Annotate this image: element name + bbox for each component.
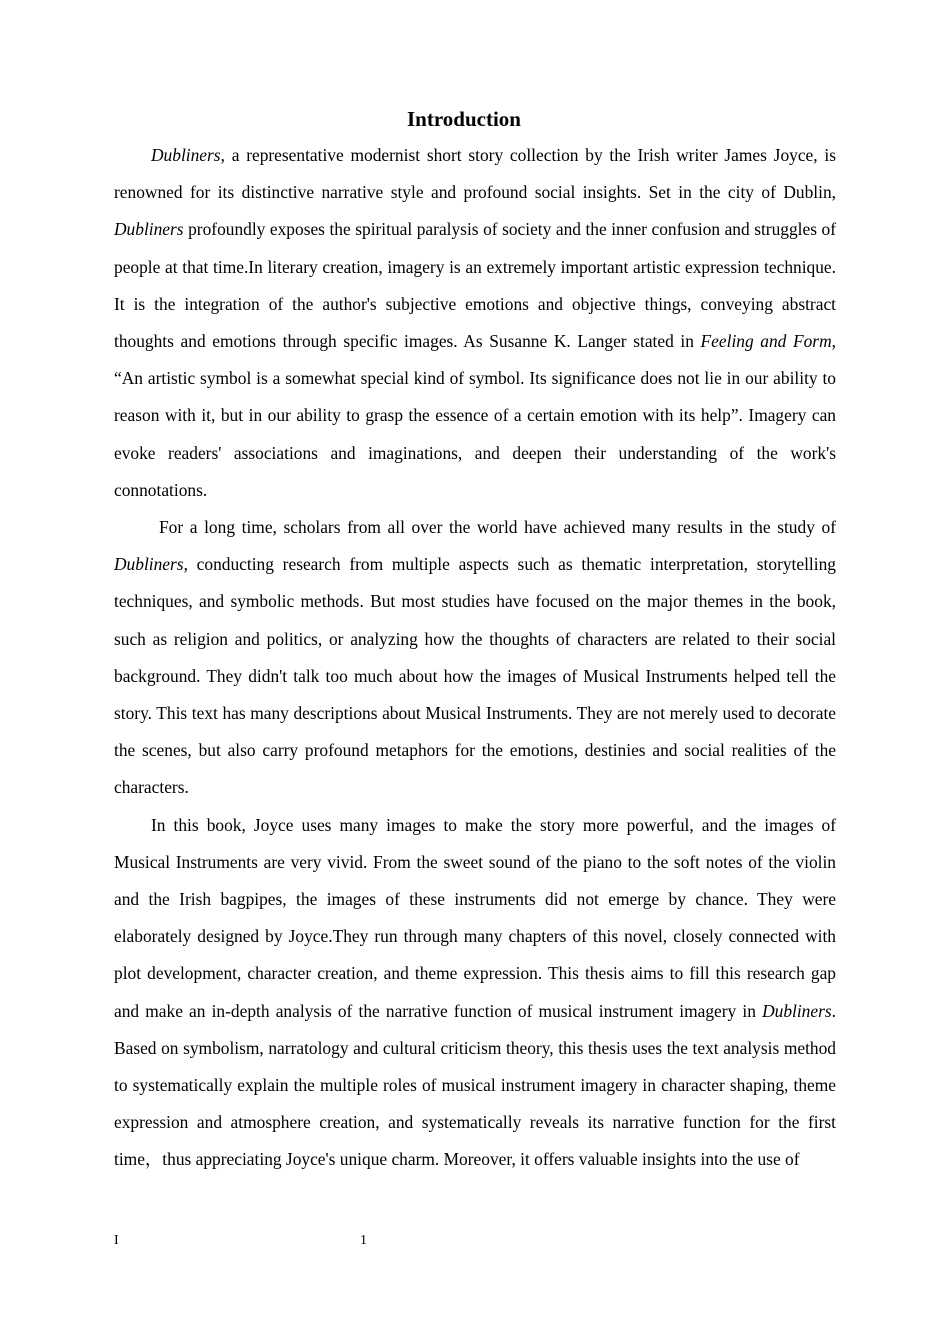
paragraph-text: In this book, Joyce uses many images to make the story more powerful, and the images of Musical Instruments are very vivid. From the sweet sound of the piano to the soft notes of the violin and the Irish bagpipes, the images of these instruments did not emerge by chance. They were elaborately designed by Joyce.They run through many chapters of this novel, closely connected with plot development, character creation, and theme expression. This thesis aims to fill this research gap and make an in-depth analysis of the narrative function of musical instrument imagery in — [114, 814, 836, 1021]
paragraph-text: , a representative modernist short story collection by the Irish writer James Joyce, is renowned for its distinctive narrative style and profound social insights. Set in the city of Dublin, — [114, 145, 836, 203]
book-title: Dubliners — [114, 554, 184, 575]
paragraph-1 — [114, 137, 836, 509]
book-title: Dubliners — [762, 1000, 832, 1021]
paragraph-text: , conducting research from multiple aspects such as thematic interpretation, storytelling techniques, and symbolic methods. But most studies have focused on the major themes in the book, such as religion and politics, or analyzing how the thoughts of characters are related to their social background. They didn't talk too much about how the images of Musical Instruments helped tell the story. This text has many descriptions about Musical Instruments. They are not merely used to decorate the scenes, but also carry profound metaphors for the emotions, destinies and social realities of the characters. — [114, 554, 836, 798]
book-title: Feeling and Form — [700, 331, 832, 352]
paragraph-text: . Based on symbolism, narratology and cultural criticism theory, this thesis uses the text analysis method to systematically explain the multiple roles of musical instrument imagery in character shaping, theme expression and atmosphere creation, and systematically reveals its narrative function for the first time，thus appreciating Joyce's unique charm. Moreover, it offers valuable insights into the use of — [114, 1000, 836, 1170]
paragraph-text: , “An artistic symbol is a somewhat special kind of symbol. Its significance does not lie in our ability to reason with it, but in our ability to grasp the essence of a certain emotion with its help”. Imagery can evoke readers' associations and imaginations, and deepen their understanding of the work's connotations. — [114, 331, 836, 500]
paragraph-3 — [114, 807, 836, 1179]
paragraph-2 — [114, 509, 836, 807]
footer-section-number: I — [114, 1233, 119, 1248]
body-text — [114, 137, 836, 1179]
book-title: Dubliners — [151, 145, 221, 165]
paragraph-text: For a long time, scholars from all over the world have achieved many results in the study of — [159, 517, 836, 538]
book-title: Dubliners — [114, 219, 184, 240]
page-title: Introduction — [407, 107, 521, 131]
footer-page-number: 1 — [360, 1233, 367, 1248]
paragraph-text: profoundly exposes the spiritual paralysis of society and the inner confusion and struggles of people at that time.In literary creation, imagery is an extremely important artistic expression technique. It is the integration of the author's subjective emotions and objective things, conveying abstract thoughts and emotions through specific images. As Susanne K. Langer stated in — [114, 219, 836, 352]
